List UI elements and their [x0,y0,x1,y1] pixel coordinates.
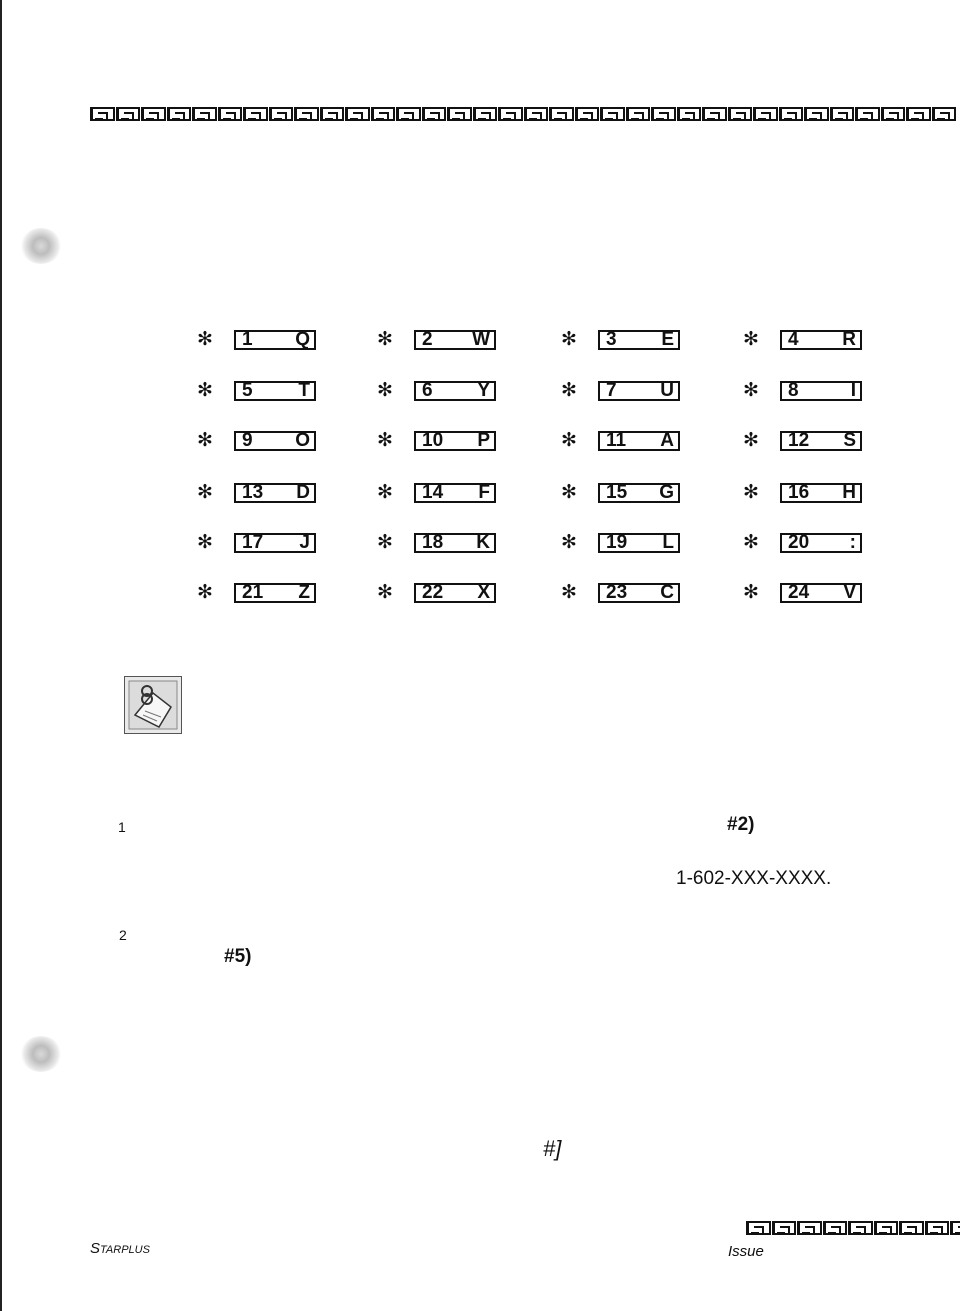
hash-key-text: #] [543,1136,562,1161]
star-key-icon: ✻ [743,380,759,401]
star-key-icon: ✻ [561,329,577,350]
key-box [780,583,862,603]
greek-key-unit [677,107,702,121]
key-number: 17 [242,532,264,553]
star-key-icon: ✻ [561,430,577,451]
star-key-icon: ✻ [561,482,577,503]
greek-key-unit [899,1221,924,1235]
key-entry [370,583,496,603]
key-number: 13 [242,482,264,503]
header-greek-key-border [90,104,956,126]
greek-key-unit [626,107,651,121]
key-entry [554,330,680,350]
key-character: J [299,532,310,553]
key-box [598,583,680,603]
key-box [780,330,862,350]
key-entry [190,330,316,350]
key-number: 11 [606,430,627,451]
greek-key-unit [116,107,141,121]
greek-key-unit [950,1221,960,1235]
key-box [234,533,316,553]
key-number: 6 [422,380,433,401]
key-entry [370,483,496,503]
key-entry [554,483,680,503]
greek-key-unit [473,107,498,121]
key-row [190,483,890,509]
star-key-icon: ✻ [561,532,577,553]
star-key-icon: ✻ [197,532,213,553]
greek-key-unit [218,107,243,121]
key-box [414,533,496,553]
key-box [234,583,316,603]
greek-key-unit [728,107,753,121]
key-character: I [850,380,856,401]
greek-key-unit [167,107,192,121]
key-character: T [298,380,310,401]
key-entry [190,583,316,603]
star-key-icon: ✻ [743,532,759,553]
key-character: C [660,582,674,603]
greek-key-unit [804,107,829,121]
key-character: O [295,430,310,451]
key-row [190,583,890,609]
key-entry [736,483,862,503]
key-character: X [477,582,490,603]
key-character: D [296,482,310,503]
key-box [598,381,680,401]
greek-key-unit [396,107,421,121]
greek-key-unit [874,1221,899,1235]
key-number: 3 [606,329,617,350]
key-entry [554,533,680,553]
note-icon [124,676,182,734]
greek-key-unit [932,107,957,121]
greek-key-unit [702,107,727,121]
key-entry [736,583,862,603]
key-entry [190,381,316,401]
key-number: 22 [422,582,444,603]
greek-key-unit [422,107,447,121]
greek-key-unit [925,1221,950,1235]
star-key-icon: ✻ [743,329,759,350]
star-key-icon: ✻ [197,582,213,603]
star-key-icon: ✻ [377,482,393,503]
greek-key-unit [371,107,396,121]
star-key-icon: ✻ [377,430,393,451]
star-key-icon: ✻ [377,582,393,603]
key-character: Y [477,380,490,401]
key-box [414,330,496,350]
key-character: A [660,430,674,451]
key-row [190,533,890,559]
key-character: E [661,329,674,350]
greek-key-unit [524,107,549,121]
key-box [234,330,316,350]
greek-key-unit [447,107,472,121]
key-box [780,483,862,503]
key-box [780,533,862,553]
key-row [190,431,890,457]
key-box [234,381,316,401]
key-character: V [843,582,856,603]
key-character: L [662,532,674,553]
key-number: 4 [788,329,799,350]
greek-key-unit [906,107,931,121]
key-box [234,483,316,503]
key-entry [370,533,496,553]
greek-key-unit [772,1221,797,1235]
greek-key-unit [269,107,294,121]
left-margin-rule [0,0,2,1311]
key-entry [554,431,680,451]
key-entry [370,330,496,350]
key-number: 12 [788,430,810,451]
key-entry [190,533,316,553]
key-box [598,533,680,553]
greek-key-unit [243,107,268,121]
key-entry [190,431,316,451]
footer-greek-key-border [746,1218,960,1240]
greek-key-unit [881,107,906,121]
key-entry [736,330,862,350]
star-key-icon: ✻ [197,380,213,401]
key-box [414,483,496,503]
key-entry [190,483,316,503]
greek-key-unit [848,1221,873,1235]
key-box [598,330,680,350]
key-box [780,381,862,401]
key-number: 9 [242,430,253,451]
note-1-phone: 1-602-XXX-XXXX. [676,868,832,889]
greek-key-unit [746,1221,771,1235]
key-number: 16 [788,482,810,503]
footer-issue-label: Issue [728,1243,764,1260]
key-character: P [477,430,490,451]
key-entry [370,381,496,401]
key-row [190,330,890,356]
key-box [414,381,496,401]
star-key-icon: ✻ [743,430,759,451]
key-entry [554,583,680,603]
star-key-icon: ✻ [197,329,213,350]
greek-key-unit [498,107,523,121]
key-entry [554,381,680,401]
key-number: 10 [422,430,444,451]
greek-key-unit [855,107,880,121]
key-entry [736,381,862,401]
greek-key-unit [320,107,345,121]
key-number: 14 [422,482,444,503]
star-key-icon: ✻ [197,482,213,503]
key-character: : [849,532,856,553]
star-key-icon: ✻ [561,380,577,401]
star-key-icon: ✻ [377,329,393,350]
key-number: 5 [242,380,253,401]
key-entry [736,431,862,451]
section-bullet-icon [20,228,62,264]
key-character: K [476,532,490,553]
greek-key-unit [651,107,676,121]
key-box [598,431,680,451]
star-key-icon: ✻ [743,482,759,503]
star-key-icon: ✻ [561,582,577,603]
key-number: 21 [242,582,264,603]
key-entry [370,431,496,451]
key-entry [736,533,862,553]
greek-key-unit [345,107,370,121]
key-number: 24 [788,582,810,603]
greek-key-unit [779,107,804,121]
greek-key-unit [192,107,217,121]
greek-key-unit [600,107,625,121]
greek-key-unit [575,107,600,121]
key-character: U [660,380,674,401]
star-key-icon: ✻ [377,380,393,401]
note-2-number: 2 [119,927,127,943]
key-character: H [842,482,856,503]
key-number: 15 [606,482,628,503]
key-number: 19 [606,532,628,553]
key-number: 23 [606,582,628,603]
star-key-icon: ✻ [743,582,759,603]
footer-product-name: Starplus [90,1240,150,1257]
greek-key-unit [797,1221,822,1235]
greek-key-unit [823,1221,848,1235]
key-box [414,583,496,603]
key-character: R [842,329,856,350]
key-character: G [659,482,674,503]
greek-key-unit [830,107,855,121]
key-number: 18 [422,532,444,553]
key-box [234,431,316,451]
key-character: S [843,430,856,451]
key-character: Q [295,329,310,350]
key-row [190,381,890,407]
note-1-number: 1 [118,819,126,835]
key-character: W [472,329,490,350]
key-character: Z [298,582,310,603]
greek-key-unit [294,107,319,121]
key-box [780,431,862,451]
key-box [414,431,496,451]
greek-key-unit [141,107,166,121]
key-number: 7 [606,380,617,401]
key-number: 20 [788,532,810,553]
star-key-icon: ✻ [377,532,393,553]
note-1-reference: #2) [727,814,755,835]
key-number: 1 [242,329,253,350]
star-key-icon: ✻ [197,430,213,451]
key-character: F [478,482,490,503]
key-number: 2 [422,329,433,350]
note-2-reference: #5) [224,946,252,967]
key-number: 8 [788,380,799,401]
greek-key-unit [753,107,778,121]
key-box [598,483,680,503]
greek-key-unit [549,107,574,121]
section-bullet-icon-2 [20,1036,62,1072]
greek-key-unit [90,107,115,121]
